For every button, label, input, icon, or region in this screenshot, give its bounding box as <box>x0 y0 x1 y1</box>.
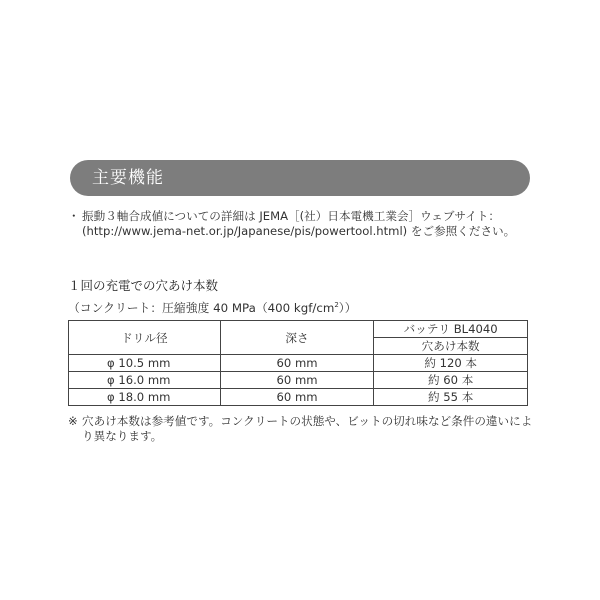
table-row <box>69 372 528 389</box>
cell-holes: 約 55 本 <box>374 389 528 406</box>
header-battery: バッテリ BL4040 <box>374 321 528 338</box>
subtitle-superscript: 2 <box>334 301 339 309</box>
cell-depth: 60 mm <box>220 372 374 389</box>
section-header-bar <box>70 160 530 196</box>
cell-depth: 60 mm <box>220 355 374 372</box>
cell-depth: 60 mm <box>220 389 374 406</box>
cell-holes: 約 60 本 <box>374 372 528 389</box>
vibration-note <box>68 209 538 239</box>
section-title: １回の充電での穴あけ本数 <box>68 278 219 293</box>
footnote-mark: ※ <box>68 414 78 428</box>
table-row <box>69 355 528 372</box>
subtitle-suffix: ）） <box>338 301 357 315</box>
header-depth: 深さ <box>220 321 374 355</box>
note-text: 振動３軸合成値についての詳細は JEMA［(社）日本電機工業会］ウェブサイト：(http://www.jema-net.or.jp/Japanese/pis/powertool.html) をご参照ください。 <box>82 209 516 238</box>
footnote-text: 穴あけ本数は参考値です。コンクリートの状態や、ビットの切れ味など条件の違いにより異なります。 <box>82 414 533 443</box>
drilling-table <box>68 320 528 406</box>
cell-holes: 約 120 本 <box>374 355 528 372</box>
header-title: 主要機能 <box>92 168 164 188</box>
header-holes: 穴あけ本数 <box>374 338 528 355</box>
cell-drill: φ 18.0 mm <box>69 389 221 406</box>
note-bullet: ・ <box>68 209 80 223</box>
subtitle-prefix: （コンクリート：圧縮強度 40 MPa（400 kgf/cm <box>68 301 335 315</box>
table-row <box>69 389 528 406</box>
section-subtitle <box>68 299 357 316</box>
table-header-row <box>69 321 528 338</box>
cell-drill: φ 16.0 mm <box>69 372 221 389</box>
cell-drill: φ 10.5 mm <box>69 355 221 372</box>
header-drill: ドリル径 <box>69 321 221 355</box>
footnote <box>68 414 538 444</box>
